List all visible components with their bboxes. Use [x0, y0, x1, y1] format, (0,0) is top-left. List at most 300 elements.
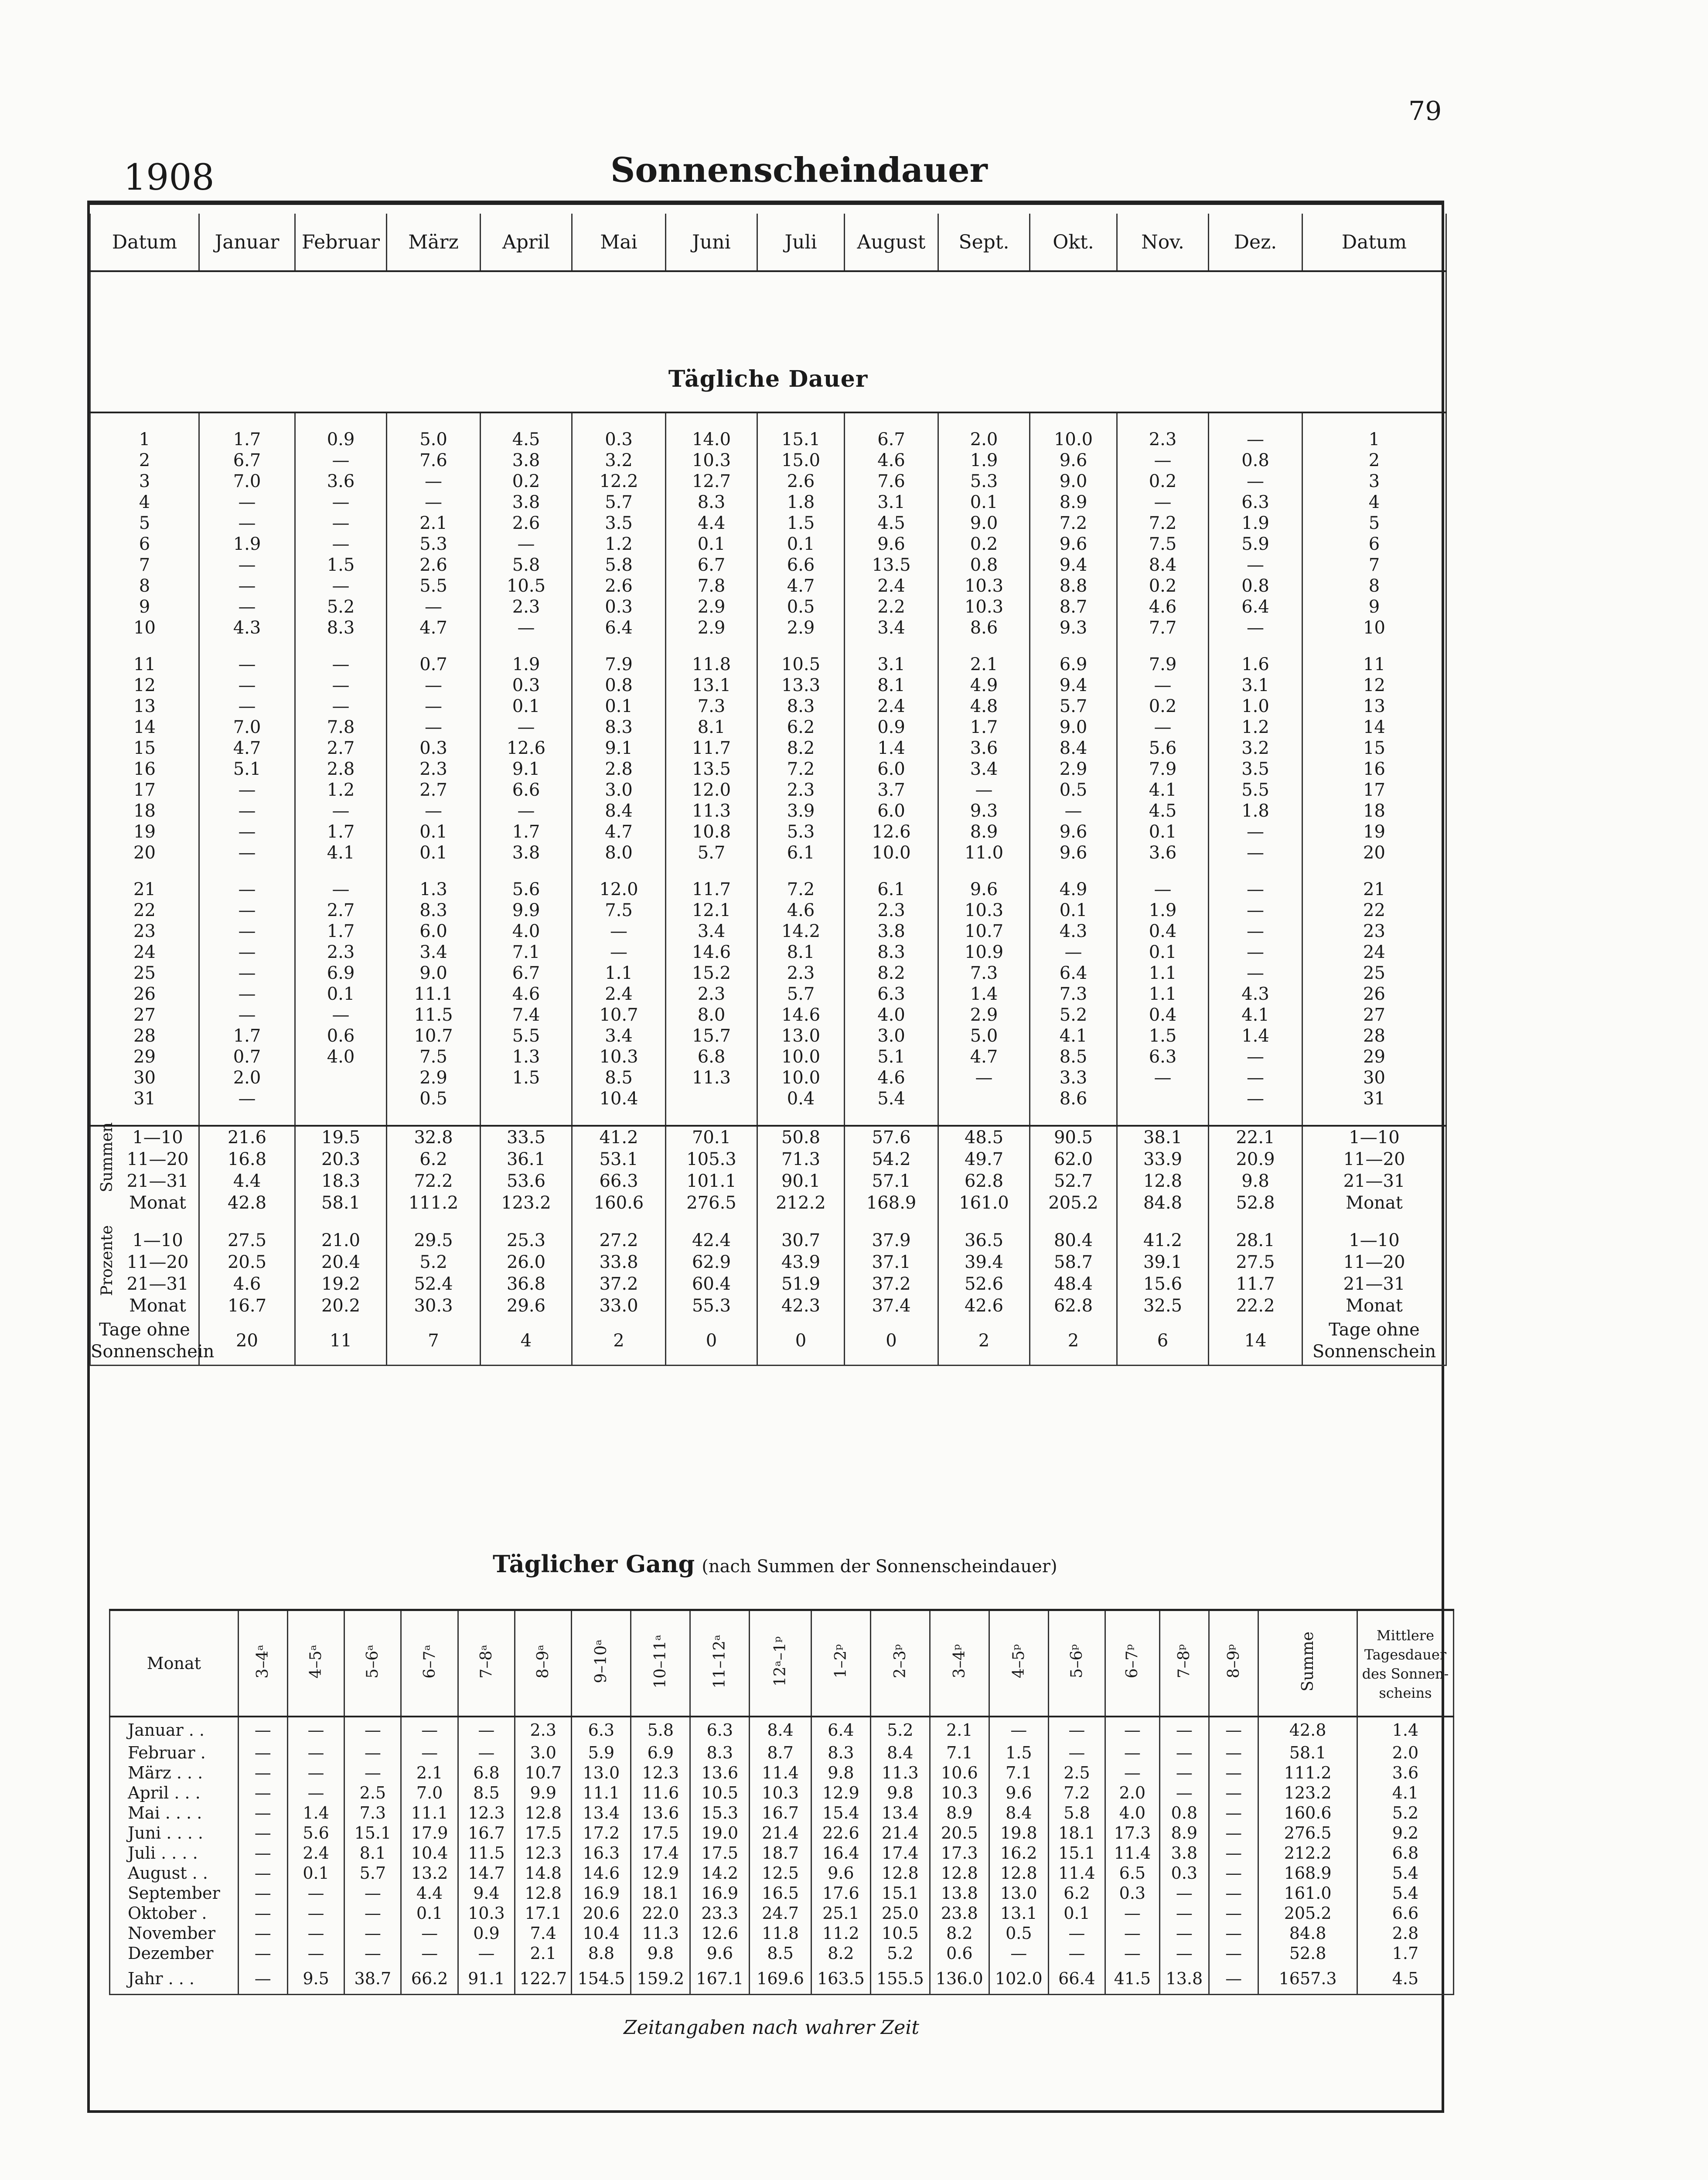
value-cell: —	[199, 879, 295, 900]
value-cell: 12.9	[811, 1783, 870, 1803]
prozente-row	[90, 1273, 1446, 1295]
value-cell: 5.1	[199, 759, 295, 780]
value-cell: 7.1	[481, 942, 572, 963]
month-row	[110, 1763, 1454, 1783]
value-cell: 9.3	[1030, 617, 1117, 638]
spacer-cell	[481, 1214, 572, 1230]
value-cell: 1.9	[938, 450, 1030, 471]
day-label-right: 28	[1302, 1025, 1446, 1046]
value-cell: 5.7	[1030, 696, 1117, 717]
value-cell: 9.9	[515, 1783, 572, 1803]
value-cell: 13.6	[631, 1803, 690, 1823]
hour-interval-label: 4–5ᵖ	[1009, 1644, 1028, 1679]
value-cell: 27.5	[1209, 1251, 1302, 1273]
value-cell: 0.1	[572, 696, 666, 717]
spacer-cell	[938, 638, 1030, 654]
value-cell: 17.9	[401, 1823, 458, 1843]
spacer-cell	[1030, 1109, 1117, 1126]
value-cell: 105.3	[666, 1148, 757, 1170]
value-cell: 3.6	[1117, 842, 1209, 863]
prozente-label-cell	[90, 1295, 199, 1317]
value-cell: —	[238, 1783, 287, 1803]
value-cell: 4.4	[666, 513, 757, 534]
value-cell: 13.1	[989, 1903, 1048, 1923]
value-cell: 37.9	[845, 1230, 938, 1251]
value-cell: 6.9	[295, 963, 387, 984]
value-cell: 27.2	[572, 1230, 666, 1251]
summen-label-cell	[90, 1192, 199, 1214]
value-cell: 7.8	[295, 717, 387, 738]
value-cell: 0	[757, 1317, 845, 1366]
value-cell: —	[199, 900, 295, 921]
value-cell: 9.5	[287, 1963, 344, 1995]
spacer-cell	[90, 863, 199, 879]
value-cell: 5.4	[1357, 1883, 1453, 1903]
value-cell: —	[199, 492, 295, 513]
value-cell: 13.5	[666, 759, 757, 780]
hour-interval-label: 10–11ᵃ	[651, 1634, 670, 1689]
value-cell: 7.1	[930, 1743, 989, 1763]
value-cell: 1.8	[757, 492, 845, 513]
days-without-sun-row	[90, 1317, 1446, 1366]
spacer-cell	[1302, 863, 1446, 879]
value-cell: —	[287, 1743, 344, 1763]
value-cell: 13.8	[1159, 1963, 1209, 1995]
value-cell: 7.9	[572, 654, 666, 675]
value-cell: 1.7	[481, 821, 572, 842]
value-cell: 13.5	[845, 555, 938, 576]
day-row	[90, 654, 1446, 675]
day-row	[90, 555, 1446, 576]
value-cell: 0.9	[845, 717, 938, 738]
summen-row	[90, 1148, 1446, 1170]
value-cell: 4.0	[845, 1005, 938, 1025]
value-cell: 1.9	[199, 534, 295, 555]
spacer-cell	[1209, 1214, 1302, 1230]
value-cell: —	[989, 1717, 1048, 1743]
value-cell: 48.5	[938, 1126, 1030, 1148]
value-cell: —	[1209, 1046, 1302, 1067]
value-cell: 8.7	[1030, 596, 1117, 617]
value-cell: 3.0	[845, 1025, 938, 1046]
value-cell: 10.6	[930, 1763, 989, 1783]
value-cell: 9.6	[1030, 534, 1117, 555]
value-cell: —	[295, 800, 387, 821]
value-cell: 2.9	[666, 596, 757, 617]
value-cell: 2.8	[1357, 1923, 1453, 1943]
day-row	[90, 513, 1446, 534]
day-row	[90, 471, 1446, 492]
year-heading: 1908	[123, 157, 215, 198]
hour-interval-label: Summe	[1299, 1631, 1317, 1692]
value-cell: 0.2	[1117, 471, 1209, 492]
value-cell: 1.5	[1117, 1025, 1209, 1046]
day-row	[90, 879, 1446, 900]
value-cell: —	[238, 1717, 287, 1743]
summen-period-label-right: 1—10	[1302, 1126, 1446, 1148]
value-cell: 8.3	[295, 617, 387, 638]
value-cell: 7.6	[387, 450, 481, 471]
value-cell: 0.3	[1105, 1883, 1160, 1903]
value-cell: 11.3	[631, 1923, 690, 1943]
spacer-cell	[1117, 412, 1209, 429]
day-label: 21	[90, 879, 199, 900]
value-cell: 0.2	[938, 534, 1030, 555]
value-cell: 84.8	[1258, 1923, 1357, 1943]
value-cell: 2.9	[387, 1067, 481, 1088]
value-cell: —	[989, 1943, 1048, 1963]
value-cell: 43.9	[757, 1251, 845, 1273]
value-cell: —	[1209, 900, 1302, 921]
value-cell: —	[1209, 1963, 1258, 1995]
value-cell: 58.1	[1258, 1743, 1357, 1763]
value-cell: —	[1159, 1783, 1209, 1803]
value-cell: 2.6	[572, 576, 666, 596]
value-cell: 3.6	[295, 471, 387, 492]
value-cell: 10.7	[938, 921, 1030, 942]
value-cell: —	[238, 1863, 287, 1883]
value-cell: 21.4	[870, 1823, 930, 1843]
value-cell: 72.2	[387, 1170, 481, 1192]
value-cell: 167.1	[690, 1963, 750, 1995]
daily-title-row	[90, 271, 1446, 412]
value-cell: 8.8	[572, 1943, 631, 1963]
day-row	[90, 717, 1446, 738]
spacer-cell	[481, 863, 572, 879]
spacer-cell	[757, 863, 845, 879]
value-cell: —	[1209, 1923, 1258, 1943]
value-cell: 0.6	[295, 1025, 387, 1046]
value-cell: 11.5	[387, 1005, 481, 1025]
value-cell: 2.3	[757, 780, 845, 800]
value-cell: 8.4	[572, 800, 666, 821]
value-cell: 101.1	[666, 1170, 757, 1192]
value-cell: 1.9	[481, 654, 572, 675]
day-label: 26	[90, 984, 199, 1005]
value-cell: —	[1159, 1943, 1209, 1963]
value-cell: 4.7	[572, 821, 666, 842]
value-cell: —	[295, 513, 387, 534]
spacer-cell	[295, 638, 387, 654]
value-cell: 13.3	[757, 675, 845, 696]
spacer-row	[90, 638, 1446, 654]
value-cell: —	[1209, 1943, 1258, 1963]
value-cell: —	[287, 1763, 344, 1783]
day-label: 27	[90, 1005, 199, 1025]
value-cell: —	[295, 879, 387, 900]
value-cell: —	[1117, 492, 1209, 513]
value-cell: 1.4	[1357, 1717, 1453, 1743]
value-cell: 9.1	[481, 759, 572, 780]
day-label-right: 7	[1302, 555, 1446, 576]
value-cell: 12.8	[515, 1883, 572, 1903]
value-cell: 6.0	[387, 921, 481, 942]
value-cell: 2.1	[401, 1763, 458, 1783]
value-cell: —	[1105, 1943, 1160, 1963]
value-cell: 7.5	[387, 1046, 481, 1067]
value-cell: —	[199, 842, 295, 863]
value-cell: 0.8	[1209, 450, 1302, 471]
value-cell: 17.3	[1105, 1823, 1160, 1843]
value-cell: 41.2	[1117, 1230, 1209, 1251]
value-cell: 2.4	[572, 984, 666, 1005]
value-cell: 36.8	[481, 1273, 572, 1295]
value-cell: 1.2	[295, 780, 387, 800]
value-cell: 212.2	[757, 1192, 845, 1214]
hour-header	[690, 1610, 750, 1717]
value-cell: —	[387, 492, 481, 513]
value-cell: 2.5	[1048, 1763, 1105, 1783]
value-cell: 0.2	[1117, 696, 1209, 717]
value-cell: 11.7	[1209, 1273, 1302, 1295]
hour-header	[287, 1610, 344, 1717]
value-cell: 3.1	[1209, 675, 1302, 696]
hour-interval-label: 11–12ᵃ	[711, 1634, 729, 1689]
value-cell: 16.7	[458, 1823, 515, 1843]
value-cell	[1117, 1088, 1209, 1109]
value-cell: 8.5	[1030, 1046, 1117, 1067]
value-cell: —	[1209, 821, 1302, 842]
value-cell: 12.9	[631, 1863, 690, 1883]
day-label: 28	[90, 1025, 199, 1046]
value-cell: 0.1	[295, 984, 387, 1005]
value-cell: —	[295, 675, 387, 696]
value-cell: 4.6	[845, 450, 938, 471]
value-cell: 159.2	[631, 1963, 690, 1995]
value-cell: 22.2	[1209, 1295, 1302, 1317]
value-cell: —	[199, 800, 295, 821]
value-cell: 66.4	[1048, 1963, 1105, 1995]
value-cell: 2.3	[515, 1717, 572, 1743]
value-cell: 17.2	[572, 1823, 631, 1843]
value-cell: —	[287, 1923, 344, 1943]
value-cell: 0.3	[572, 596, 666, 617]
value-cell: —	[344, 1717, 401, 1743]
value-cell: —	[1209, 1843, 1258, 1863]
day-label: 24	[90, 942, 199, 963]
value-cell: 11.1	[401, 1803, 458, 1823]
value-cell: 122.7	[515, 1963, 572, 1995]
value-cell: —	[295, 534, 387, 555]
day-label: 7	[90, 555, 199, 576]
value-cell: 12.6	[690, 1923, 750, 1943]
value-cell: 52.4	[387, 1273, 481, 1295]
hour-header	[401, 1610, 458, 1717]
value-cell: 4.0	[1105, 1803, 1160, 1823]
value-cell: 8.7	[750, 1743, 811, 1763]
day-label: 20	[90, 842, 199, 863]
value-cell: 1.4	[287, 1803, 344, 1823]
value-cell: 10.5	[481, 576, 572, 596]
value-cell: 0.1	[401, 1903, 458, 1923]
value-cell: 15.7	[666, 1025, 757, 1046]
column-header: Okt.	[1030, 214, 1117, 271]
value-cell: 1.5	[481, 1067, 572, 1088]
value-cell: 32.8	[387, 1126, 481, 1148]
day-label-right: 16	[1302, 759, 1446, 780]
summen-row	[90, 1170, 1446, 1192]
spacer-cell	[845, 638, 938, 654]
month-row	[110, 1923, 1454, 1943]
value-cell: 6.2	[387, 1148, 481, 1170]
spacer-cell	[938, 412, 1030, 429]
spacer-cell	[572, 1109, 666, 1126]
value-cell: —	[458, 1943, 515, 1963]
spacer-row	[90, 1214, 1446, 1230]
value-cell: 20.9	[1209, 1148, 1302, 1170]
value-cell: 8.5	[572, 1067, 666, 1088]
value-cell: 10.7	[387, 1025, 481, 1046]
value-cell: 13.8	[930, 1883, 989, 1903]
value-cell: 5.9	[1209, 534, 1302, 555]
spacer-cell	[387, 863, 481, 879]
value-cell: 5.5	[481, 1025, 572, 1046]
day-label-right: 30	[1302, 1067, 1446, 1088]
spacer-row	[90, 863, 1446, 879]
value-cell: 5.7	[757, 984, 845, 1005]
value-cell: 9.6	[690, 1943, 750, 1963]
column-header: Nov.	[1117, 214, 1209, 271]
value-cell: 33.8	[572, 1251, 666, 1273]
value-cell: 8.4	[1117, 555, 1209, 576]
value-cell: 23.3	[690, 1903, 750, 1923]
value-cell: 3.4	[666, 921, 757, 942]
value-cell: 20.5	[930, 1823, 989, 1843]
value-cell: 2.9	[1030, 759, 1117, 780]
value-cell: 2.1	[938, 654, 1030, 675]
value-cell: 15.1	[757, 429, 845, 450]
value-cell: 5.7	[572, 492, 666, 513]
value-cell: 2.9	[666, 617, 757, 638]
value-cell: 42.8	[199, 1192, 295, 1214]
value-cell: —	[458, 1717, 515, 1743]
value-cell: 10.7	[572, 1005, 666, 1025]
value-cell: 0.3	[387, 738, 481, 759]
day-label-right: 19	[1302, 821, 1446, 842]
value-cell: 13.6	[690, 1763, 750, 1783]
value-cell: 4.1	[295, 842, 387, 863]
day-label: 13	[90, 696, 199, 717]
day-label: 22	[90, 900, 199, 921]
prozente-period-label-right: 21—31	[1302, 1273, 1446, 1295]
value-cell: 13.4	[870, 1803, 930, 1823]
spacer-cell	[666, 1109, 757, 1126]
value-cell: —	[1048, 1923, 1105, 1943]
value-cell: 2.3	[295, 942, 387, 963]
day-label-right: 27	[1302, 1005, 1446, 1025]
spacer-cell	[1030, 863, 1117, 879]
value-cell: 6.2	[757, 717, 845, 738]
value-cell: 18.3	[295, 1170, 387, 1192]
value-cell: 2.6	[481, 513, 572, 534]
value-cell: 11.3	[666, 1067, 757, 1088]
value-cell: 42.6	[938, 1295, 1030, 1317]
value-cell: 8.9	[1159, 1823, 1209, 1843]
page-number: 79	[1408, 96, 1442, 126]
spacer-cell	[572, 1214, 666, 1230]
value-cell: 6.3	[1117, 1046, 1209, 1067]
day-label: 4	[90, 492, 199, 513]
spacer-cell	[845, 1109, 938, 1126]
day-label-right: 29	[1302, 1046, 1446, 1067]
value-cell: 7.4	[481, 1005, 572, 1025]
value-cell: 0.8	[938, 555, 1030, 576]
value-cell: 4.3	[1209, 984, 1302, 1005]
value-cell: —	[1159, 1883, 1209, 1903]
value-cell: 14.2	[690, 1863, 750, 1883]
value-cell: —	[1209, 1803, 1258, 1823]
value-cell: 52.7	[1030, 1170, 1117, 1192]
value-cell: 25.3	[481, 1230, 572, 1251]
hour-interval-label: 1–2ᵖ	[832, 1644, 850, 1679]
day-row	[90, 759, 1446, 780]
value-cell: —	[295, 696, 387, 717]
value-cell: 8.2	[811, 1943, 870, 1963]
value-cell: 10.3	[938, 596, 1030, 617]
value-cell: 7.2	[757, 759, 845, 780]
value-cell: 38.1	[1117, 1126, 1209, 1148]
value-cell: 205.2	[1258, 1903, 1357, 1923]
value-cell: 42.8	[1258, 1717, 1357, 1743]
value-cell: 42.4	[666, 1230, 757, 1251]
value-cell: 3.6	[938, 738, 1030, 759]
value-cell: 7.3	[344, 1803, 401, 1823]
value-cell: 70.1	[666, 1126, 757, 1148]
value-cell: —	[1159, 1743, 1209, 1763]
hour-interval-label: 6–7ᵃ	[420, 1644, 439, 1679]
value-cell: 10.3	[750, 1783, 811, 1803]
day-label: 23	[90, 921, 199, 942]
value-cell: 3.1	[845, 654, 938, 675]
spacer-cell	[572, 863, 666, 879]
value-cell: 17.5	[515, 1823, 572, 1843]
value-cell: 1.7	[199, 429, 295, 450]
month-header-label: Monat	[147, 1654, 201, 1673]
value-cell: 2	[572, 1317, 666, 1366]
hour-header	[458, 1610, 515, 1717]
value-cell: 0.1	[1030, 900, 1117, 921]
value-cell: 5.7	[666, 842, 757, 863]
value-cell: 6.6	[757, 555, 845, 576]
day-label-right: 8	[1302, 576, 1446, 596]
value-cell: 6.9	[631, 1743, 690, 1763]
value-cell: 12.0	[572, 879, 666, 900]
value-cell: 8.0	[572, 842, 666, 863]
hour-interval-label: 5–6ᵖ	[1067, 1644, 1086, 1679]
value-cell: 2.4	[287, 1843, 344, 1863]
day-label: 8	[90, 576, 199, 596]
value-cell: 9.0	[387, 963, 481, 984]
value-cell: 9.4	[458, 1883, 515, 1903]
value-cell: —	[1048, 1717, 1105, 1743]
summen-period-label: 1—10	[132, 1127, 183, 1148]
value-cell: 5.2	[870, 1717, 930, 1743]
value-cell: 5.4	[845, 1088, 938, 1109]
value-cell: 11.3	[666, 800, 757, 821]
value-cell	[295, 1067, 387, 1088]
hour-header	[515, 1610, 572, 1717]
day-label: 14	[90, 717, 199, 738]
value-cell: 2.4	[845, 696, 938, 717]
value-cell: 12.8	[515, 1803, 572, 1823]
spacer-cell	[666, 863, 757, 879]
value-cell: 7	[387, 1317, 481, 1366]
value-cell: 2.3	[481, 596, 572, 617]
value-cell: 55.3	[666, 1295, 757, 1317]
value-cell: —	[199, 555, 295, 576]
value-cell: 14.0	[666, 429, 757, 450]
value-cell: 0.1	[1117, 821, 1209, 842]
